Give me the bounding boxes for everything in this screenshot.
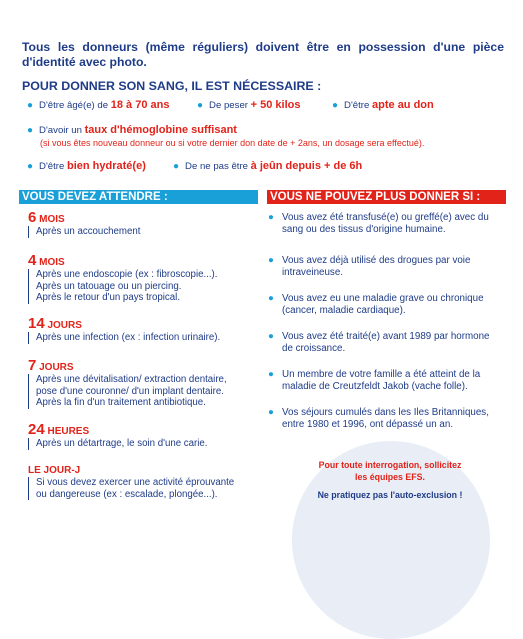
wait-section-header: VOUS DEVEZ ATTENDRE :	[19, 190, 258, 204]
bullet-icon: ●	[268, 331, 274, 342]
req-age: ● D'être âgé(e) de 18 à 70 ans	[27, 99, 170, 111]
req-fitness: ● D'être apte au don	[332, 99, 434, 111]
req-fasting: ● De ne pas être à jeûn depuis + de 6h	[173, 160, 363, 172]
req-hemoglobin-note: (si vous êtes nouveau donneur ou si votre dernier don date de + 2ans, un dosage sera effectué).	[40, 138, 425, 148]
bullet-icon: ●	[332, 100, 339, 111]
requirements-title: POUR DONNER SON SANG, IL EST NÉCESSAIRE :	[22, 79, 322, 93]
bullet-icon: ●	[27, 161, 34, 172]
bullet-icon: ●	[268, 369, 274, 380]
never-item: ● Vous avez été traité(e) avant 1989 par hormone de croissance.	[268, 331, 490, 354]
wait-item-6-months: 6 MOIS Après un accouchement	[28, 212, 264, 238]
id-requirement-text: Tous les donneurs (même réguliers) doivent être en possession d'une pièce d'identité avec photo.	[22, 40, 504, 69]
never-item: ● Vos séjours cumulés dans les Iles Britanniques, entre 1980 et 1996, ont dépassé un an.	[268, 407, 489, 430]
wait-item-7-days: 7 JOURS Après une dévitalisation/ extraction dentaire, pose d'une couronne/ d'un implant dentaire. Après la fin d'un traitement antibiotique.	[28, 360, 264, 409]
wait-item-day-of: LE JOUR-J Si vous devez exercer une activité éprouvante ou dangereuse (ex : escalade, plongée...).	[28, 465, 264, 500]
wait-item-4-months: 4 MOIS Après une endoscopie (ex : fibroscopie...). Après un tatouage ou un piercing. Après le retour d'un pays tropical.	[28, 255, 264, 304]
callout-text: Pour toute interrogation, sollicitez les équipes EFS. Ne pratiquez pas l'auto-exclusion !	[317, 460, 463, 500]
wait-item-24-hours: 24 HEURES Après un détartrage, le soin d'une carie.	[28, 424, 264, 450]
wait-item-14-days: 14 JOURS Après une infection (ex : infection urinaire).	[28, 318, 264, 344]
never-item: ● Vous avez eu une maladie grave ou chronique (cancer, maladie cardiaque).	[268, 293, 484, 316]
bullet-icon: ●	[173, 161, 180, 172]
bullet-icon: ●	[268, 293, 274, 304]
bullet-icon: ●	[268, 407, 274, 418]
never-item: ● Un membre de votre famille a été atteint de la maladie de Creutzfeldt Jakob (vache folle).	[268, 369, 481, 392]
bullet-icon: ●	[27, 125, 34, 136]
bullet-icon: ●	[27, 100, 34, 111]
bullet-icon: ●	[268, 212, 274, 223]
never-section-header: VOUS NE POUVEZ PLUS DONNER SI :	[267, 190, 506, 204]
never-item: ● Vous avez déjà utilisé des drogues par voie intraveineuse.	[268, 255, 471, 278]
bullet-icon: ●	[268, 255, 274, 266]
never-item: ● Vous avez été transfusé(e) ou greffé(e) avec du sang ou des tissus d'origine humaine.	[268, 212, 489, 235]
req-hydration: ● D'être bien hydraté(e)	[27, 160, 146, 172]
req-hemoglobin: ● D'avoir un taux d'hémoglobine suffisant	[27, 124, 237, 136]
bullet-icon: ●	[197, 100, 204, 111]
req-weight: ● De peser + 50 kilos	[197, 99, 301, 111]
